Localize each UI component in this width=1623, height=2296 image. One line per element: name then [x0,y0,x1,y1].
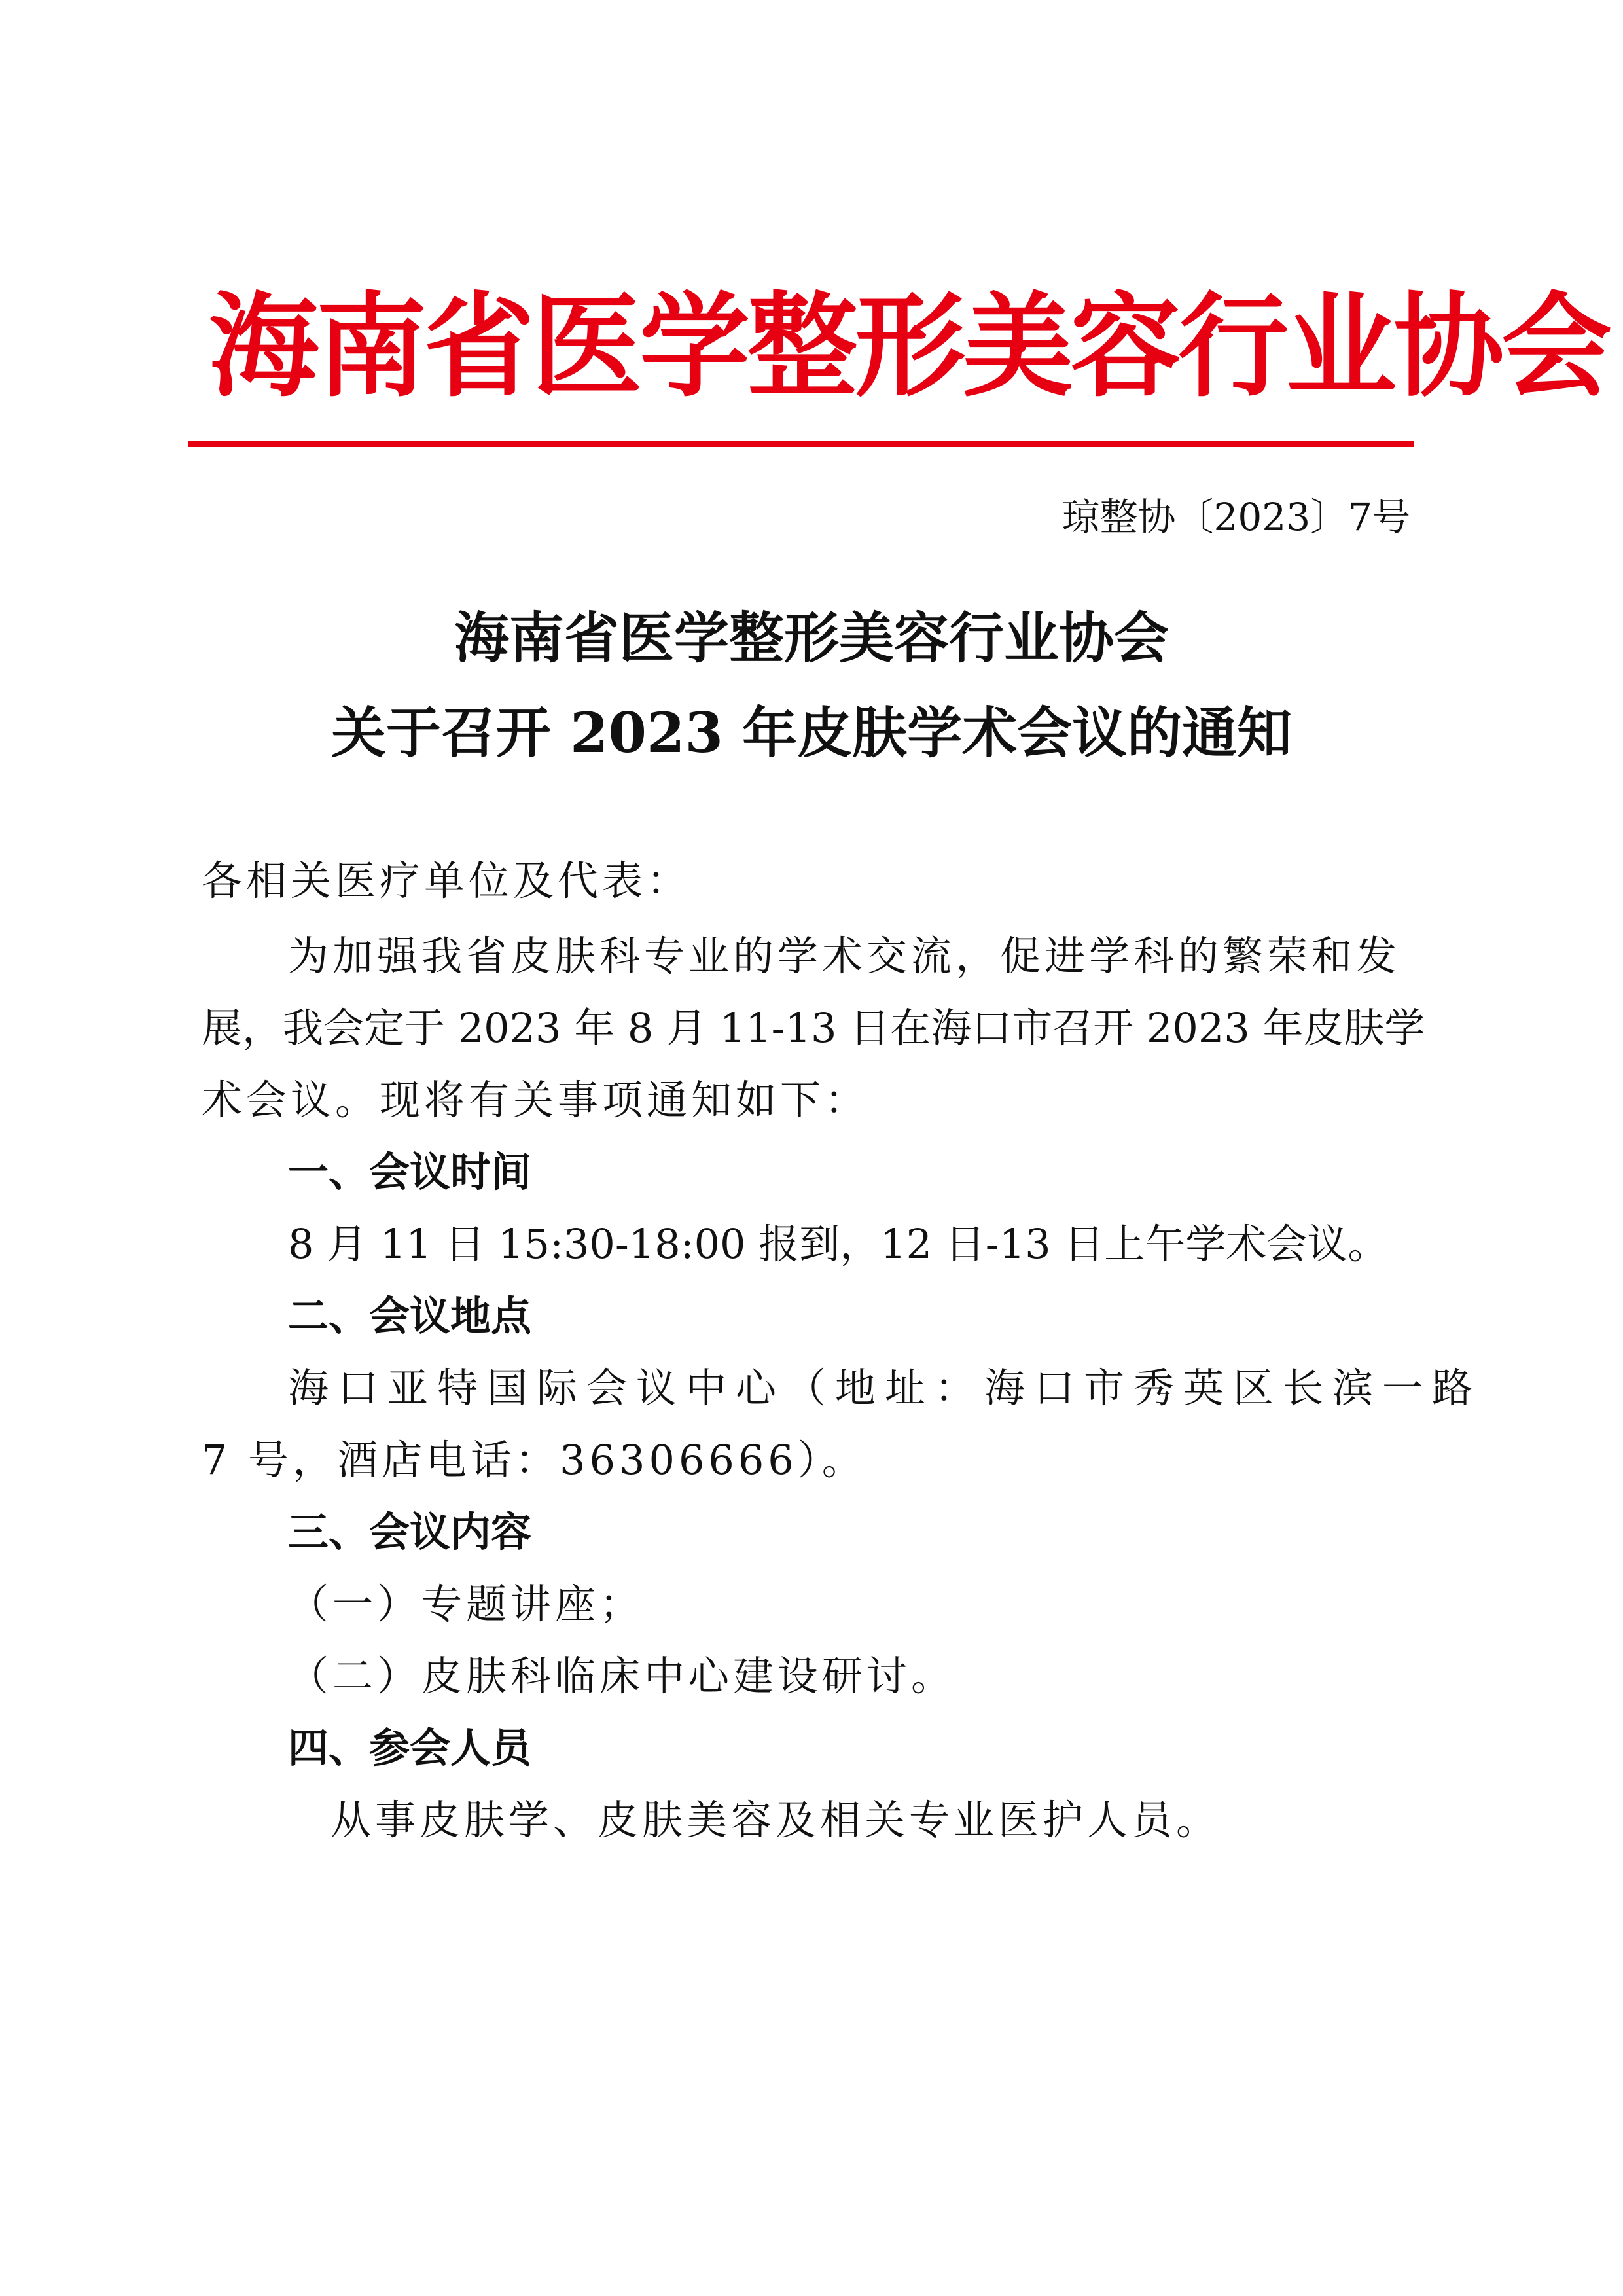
salutation: 各相关医疗单位及代表： [202,857,692,905]
document-title-line-1: 海南省医学整形美容行业协会 [454,605,1169,670]
section-content-line-2: （二）皮肤科临床中心建设研讨。 [288,1652,956,1700]
organization-letterhead: 海南省医学整形美容行业协会 [208,281,1609,412]
intro-line-2: 展，我会定于 2023 年 8 月 11-13 日在海口市召开 2023 年皮肤学 [202,1004,1425,1052]
document-number: 琼整协〔2023〕7号 [1061,495,1410,539]
document-title-line-2: 关于召开 2023 年皮肤学术会议的通知 [330,700,1293,765]
section-heading-attendees: 四、参会人员 [288,1724,532,1772]
section-attendees-line-1: 从事皮肤学、皮肤美容及相关专业医护人员。 [330,1796,1221,1844]
section-time-line-1: 8 月 11 日 15:30-18:00 报到，12 日-13 日上午学术会议。 [288,1220,1389,1268]
section-heading-time: 一、会议时间 [288,1148,532,1196]
intro-line-1: 为加强我省皮肤科专业的学术交流，促进学科的繁荣和发 [288,932,1401,980]
section-heading-location: 二、会议地点 [288,1292,532,1340]
section-content-line-1: （一）专题讲座； [288,1580,645,1628]
section-location-line-2: 7 号，酒店电话：36306666）。 [202,1436,866,1484]
intro-line-3: 术会议。现将有关事项通知如下： [202,1076,870,1124]
section-location-line-1: 海口亚特国际会议中心（地址：海口市秀英区长滨一路 [288,1364,1482,1412]
letterhead-divider [188,441,1414,447]
section-heading-content: 三、会议内容 [288,1508,532,1556]
